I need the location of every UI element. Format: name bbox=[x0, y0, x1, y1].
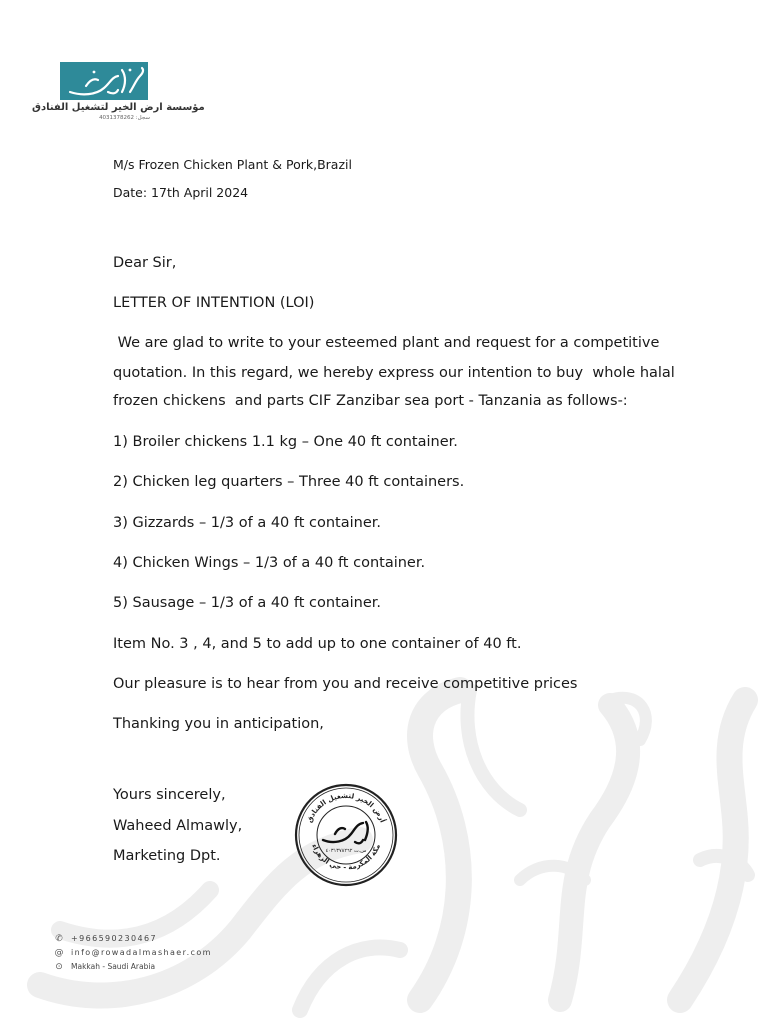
company-stamp bbox=[293, 782, 399, 888]
order-item: 2) Chicken leg quarters – Three 40 ft containers. bbox=[113, 474, 465, 490]
recipient-line: M/s Frozen Chicken Plant & Pork,Brazil bbox=[113, 157, 352, 172]
email-address: info@rowadalmashaer.com bbox=[71, 948, 212, 957]
phone-number: +966590230467 bbox=[71, 934, 157, 943]
date-line: Date: 17th April 2024 bbox=[113, 185, 249, 200]
intro-line: frozen chickens and parts CIF Zanzibar sea port - Tanzania as follows-: bbox=[113, 393, 628, 409]
company-registration: سجل: 4031378262 bbox=[99, 115, 150, 121]
letter-subject: LETTER OF INTENTION (LOI) bbox=[113, 295, 315, 311]
closing-line: Our pleasure is to hear from you and receive competitive prices bbox=[113, 676, 578, 692]
logo-calligraphy-icon bbox=[60, 62, 148, 100]
logo-badge bbox=[60, 62, 148, 100]
order-item: 4) Chicken Wings – 1/3 of a 40 ft container. bbox=[113, 555, 426, 571]
stamp-ring-top-text: أرض الخير لتشغيل الفنادق bbox=[305, 791, 387, 824]
footer-location bbox=[54, 962, 155, 972]
order-item: 1) Broiler chickens 1.1 kg – One 40 ft container. bbox=[113, 434, 458, 450]
footer-phone bbox=[54, 934, 157, 944]
salutation: Dear Sir, bbox=[113, 255, 177, 271]
order-item: 5) Sausage – 1/3 of a 40 ft container. bbox=[113, 595, 382, 611]
signatory-department: Marketing Dpt. bbox=[113, 848, 221, 864]
at-icon: @ bbox=[54, 948, 64, 958]
company-logo bbox=[32, 62, 205, 122]
intro-line: We are glad to write to your esteemed plant and request for a competitive bbox=[113, 335, 660, 351]
location-pin-icon: ⊙ bbox=[55, 962, 63, 972]
container-note: Item No. 3 , 4, and 5 to add up to one container of 40 ft. bbox=[113, 636, 522, 652]
footer-email bbox=[54, 948, 212, 958]
stamp-ring-bottom-text: مكة المكرمة - حي الزهراء bbox=[310, 842, 382, 872]
company-arabic-name: مؤسسة ارض الخير لتشغيل الفنادق bbox=[32, 102, 205, 113]
stamp-number: س.ت ٤٠٣١٣٧٨٢٦٢ bbox=[325, 848, 367, 854]
svg-text:أرض الخير لتشغيل الفنادق bbox=[305, 792, 387, 824]
signatory-name: Waheed Almawly, bbox=[113, 818, 243, 834]
intro-line: quotation. In this regard, we hereby express our intention to buy whole halal bbox=[113, 365, 675, 381]
order-item: 3) Gizzards – 1/3 of a 40 ft container. bbox=[113, 515, 382, 531]
phone-icon: ✆ bbox=[55, 934, 63, 944]
thanks-line: Thanking you in anticipation, bbox=[113, 716, 324, 732]
sign-off: Yours sincerely, bbox=[113, 787, 226, 803]
stamp-calligraphy-icon bbox=[323, 822, 368, 843]
location-text: Makkah - Saudi Arabia bbox=[71, 962, 156, 971]
